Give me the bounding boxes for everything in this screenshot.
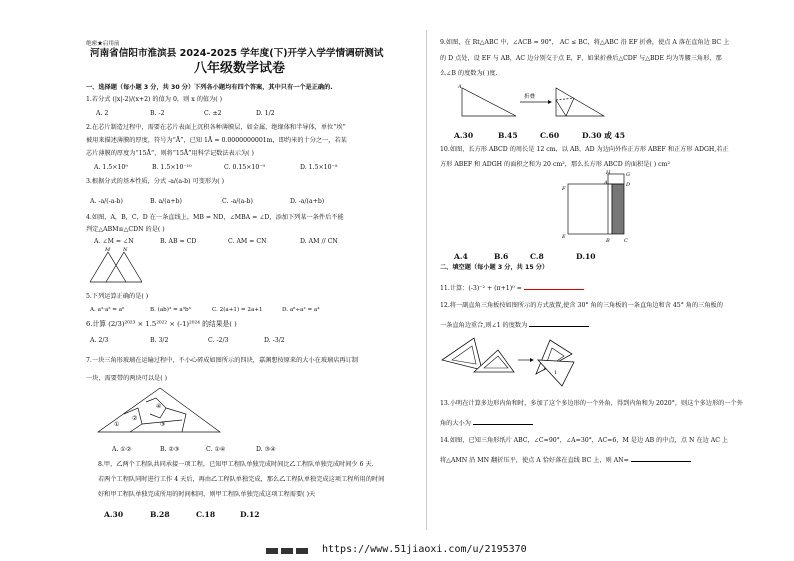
q2-line2: 被用来描述薄膜的厚度，符号为“Å”，已知 1Å = 0.0000000001m，即约米的十分之一，若某 <box>86 137 347 144</box>
q7-option-c: C. ①④ <box>206 446 226 453</box>
q8-line3: 好和甲工程队单独完成所用的时间相同，则甲工程队单独完成这项工程需要( )天 <box>98 491 316 498</box>
q3-option-b: B. a/(a+b) <box>150 198 182 205</box>
q13-line1: 13.小明在计算多边形内角和时，多加了这个多边形的一个外角，得到内角和为 2020°，则这个多边形的一个外 <box>440 400 743 407</box>
q10-label-b: B <box>606 238 610 244</box>
q8-option-c: C.18 <box>196 510 216 519</box>
q13-text: 角的大小为 <box>440 420 471 427</box>
q3-option-c: C. -a/(a-b) <box>222 198 253 205</box>
q5-option-b: B. (ab)³ = a³b³ <box>150 307 191 313</box>
q8-option-a: A.30 <box>104 510 124 519</box>
q13-line2 <box>440 418 533 428</box>
q10-option-a: A.4 <box>454 252 468 261</box>
q6-option-a: A. 2/3 <box>90 337 109 344</box>
q4-option-a: A. ∠M = ∠N <box>94 238 134 245</box>
q7-figure <box>94 384 224 436</box>
q10-option-c: C.8 <box>530 252 544 261</box>
q9-figure <box>456 80 606 122</box>
footer-logo <box>266 546 314 556</box>
q7-line1: 7.一块三角形玻璃在运输过程中，不小心碎成如图所示的四块，嘉渊想按原来的大小在玻璃店再订制 <box>86 357 358 364</box>
footer-url[interactable]: https://www.51jiaoxi.com/u/2195370 <box>322 544 527 555</box>
q2-line1: 2.在芯片制造过程中，需要在芯片表面上沉积各种薄膜层，如金属、绝缘体和半导体，单位“埃” <box>86 124 346 131</box>
q3-stem: 3.根据分式的基本性质，分式 -a/(a-b) 可变形为( ) <box>86 178 225 185</box>
q12-text: 一条直角边重合,则∠1 的度数为 <box>440 322 528 329</box>
q9-line1: 9.如图，在 Rt△ABC 中，∠ACB = 90°， AC ≤ BC，将△ABC 沿 EF 折叠，使点 A 落在直角边 BC 上 <box>440 39 730 46</box>
q4-figure <box>86 244 146 286</box>
q10-label-f: F <box>562 186 566 192</box>
q4-option-d: D. AM // CN <box>300 238 338 245</box>
q5-stem: 5.下列运算正确的是( ) <box>86 293 149 300</box>
q2-option-a: A. 1.5×10⁹ <box>94 164 128 171</box>
q10-option-d: D.10 <box>576 252 596 261</box>
q4-option-b: B. AB = CD <box>160 238 197 245</box>
q10-label-d: D <box>626 182 631 188</box>
q10-label-a: A <box>604 180 608 186</box>
q6-stem: 6.计算 (2/3)²⁰²³ × 1.5²⁰²² × (-1)²⁰²⁴ 的结果是( ) <box>86 320 237 328</box>
q9-option-c: C.60 <box>540 131 560 140</box>
q6-option-d: D. -3/2 <box>264 337 285 344</box>
q7-piece-3: ② <box>132 415 138 422</box>
q4-line1: 4.如图，A，B，C，D 在一条直线上，MB = ND，∠MBA = ∠D，添加下列某一条件后不能 <box>86 214 344 221</box>
q12-line2 <box>440 320 589 330</box>
q12-figure <box>438 330 578 390</box>
q5-option-d: D. a⁸÷a² = a⁴ <box>282 307 320 313</box>
q5-option-c: C. 2(a+1) = 2a+1 <box>212 307 263 313</box>
q7-option-b: B. ②③ <box>160 446 180 453</box>
q11-text: 11.计算：(-3)⁻² + (π+1)⁰ = <box>440 285 522 292</box>
q10-label-e: E <box>562 234 566 240</box>
q9-fold-label: 折叠 <box>524 94 536 100</box>
q9-option-b: B.45 <box>498 131 518 140</box>
q9-option-a: A.30 <box>454 131 474 140</box>
q4-label-n: N <box>123 247 128 253</box>
q11-stem <box>440 283 584 293</box>
q10-label-c: C <box>624 238 628 244</box>
q7-option-d: D. ③④ <box>256 446 276 453</box>
q9-line2: 的 D 点处，设 EF 与 AB，AC 边分别交于点 E，F，如果折叠后△CDF 与△BDE 均为等腰三角形，那 <box>440 55 722 62</box>
q7-piece-2: ① <box>114 421 120 428</box>
q3-option-d: D. -a/(a+b) <box>290 198 325 205</box>
q9-line3: 么∠B 的度数为( )度. <box>440 70 498 77</box>
section2-heading: 二、填空题（每小题 3 分，共 15 分） <box>440 264 549 271</box>
q3-option-a: A. -a/(-a-b) <box>90 198 123 205</box>
q9-option-d: D.30 或 45 <box>582 131 625 140</box>
q11-answer-blank[interactable] <box>524 283 584 290</box>
q8-option-d: D.12 <box>240 510 260 519</box>
q1-option-b: B. -2 <box>150 110 165 117</box>
q10-line1: 10.如图，长方形 ABCD 的周长是 12 cm，以 AB，AD 为边向外作正方形 ABEF 和正方形 ADGH,若正 <box>440 146 729 153</box>
q4-line2: 判定△ABM≌△CDN 的是( ) <box>86 226 165 233</box>
q1-option-a: A. 2 <box>96 110 109 117</box>
q1-option-c: C. ±2 <box>204 110 222 117</box>
q2-option-c: C. 0.15×10⁻⁹ <box>224 164 266 171</box>
q2-option-b: B. 1.5×10⁻¹⁰ <box>152 164 192 171</box>
q5-option-a: A. a³·a² = a⁶ <box>90 307 125 313</box>
q10-line2: 方形 ABEF 和 ADGH 的面积之和为 20 cm²，那么长方形 ABCD 的面积是( ) cm² <box>440 161 670 168</box>
q2-option-d: D. 1.5×10⁻⁹ <box>300 164 338 171</box>
q8-line1: 8.甲，乙两个工程队共同承接一项工程，已知甲工程队单独完成时间比乙工程队单独完成时间少 6 天. <box>98 461 374 468</box>
q14-line2 <box>440 455 691 465</box>
q12-answer-blank[interactable] <box>529 320 589 327</box>
q2-line3: 芯片薄膜的厚度为“15Å”，则将“15Å”用科学记数法表示为( ) <box>86 150 254 157</box>
q7-piece-4: ③ <box>160 421 166 428</box>
q10-option-b: B.6 <box>494 252 509 261</box>
q14-text: 将△AMN 沿 MN 翻折压平，使点 A 恰好落在直线 BC 上，则 AN= <box>440 457 629 464</box>
q8-line2: 若两个工程队同时进行工作 4 天后，再由乙工程队单独完成，那么乙工程队单独完成这项工程所用的时间 <box>98 476 385 483</box>
q14-line1: 14.如图，已知三角形纸片 ABC，∠C=90°，∠A=30°，AC=6，M 是边 AB 的中点，点 N 在边 AC 上 <box>440 437 729 444</box>
q7-line2: 一块，需要带的两块可以是( ) <box>86 375 168 382</box>
secret-label: 绝密★启用前 <box>86 41 120 47</box>
q7-option-a: A. ①② <box>112 446 132 453</box>
q6-option-c: C. -2/3 <box>208 337 229 344</box>
q10-label-g: G <box>626 172 630 178</box>
section1-heading: 一、选择题（每小题 3 分，共 30 分）下列各小题均有四个答案，其中只有一个是正确的. <box>86 84 333 91</box>
q14-answer-blank[interactable] <box>631 455 691 462</box>
q12-angle-label: 1 <box>554 370 558 376</box>
q4-option-c: C. AM = CN <box>228 238 267 245</box>
q12-line1: 12.将一副直角三角板按如图所示的方式放置,使含 30° 角的三角板的一条直角边和含 45° 角的三角板的 <box>440 302 723 309</box>
q13-answer-blank[interactable] <box>473 418 533 425</box>
svg-text:A: A <box>458 84 462 90</box>
q6-option-b: B. 3/2 <box>150 337 169 344</box>
exam-title-line1: 河南省信阳市淮滨县 2024-2025 学年度(下)开学入学学情调研测试 <box>90 48 384 59</box>
q1-option-d: D. 1/2 <box>256 110 275 117</box>
q10-figure <box>560 170 636 244</box>
column-divider <box>426 30 427 530</box>
q1-stem: 1.若分式 (|x|-2)/(x+2) 的值为 0，则 x 的值为( ) <box>86 96 223 103</box>
q4-label-m: M <box>105 247 111 253</box>
q7-piece-1: ④ <box>156 403 162 410</box>
q10-label-h: H <box>606 170 611 176</box>
q8-option-b: B.28 <box>150 510 170 519</box>
exam-title-line2: 八年级数学试卷 <box>194 61 286 76</box>
